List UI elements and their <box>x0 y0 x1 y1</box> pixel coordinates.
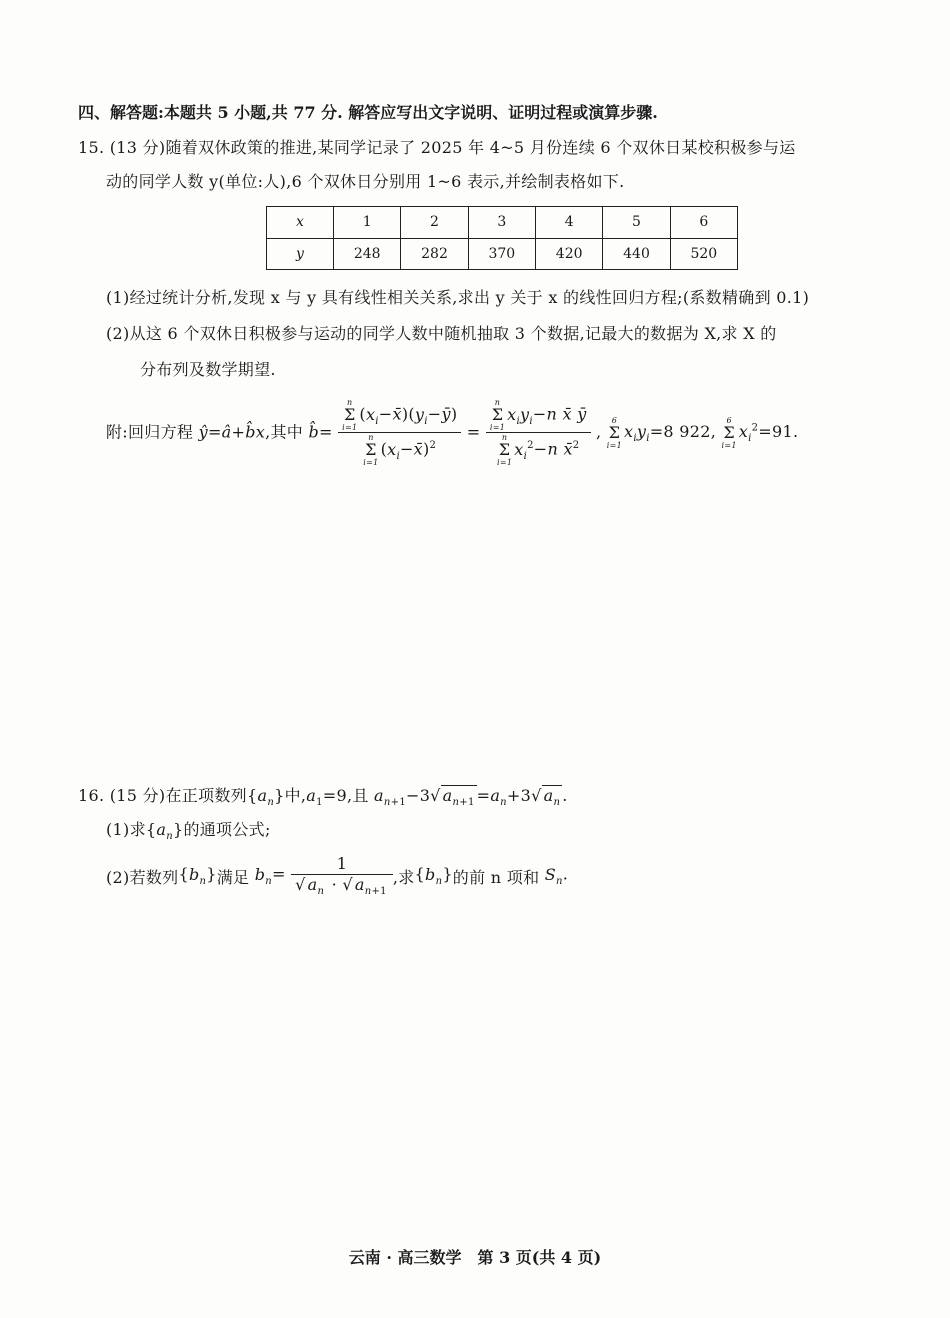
table-cell: 282 <box>401 238 468 270</box>
q16-part1-suffix: 的通项公式; <box>183 820 271 839</box>
appendix-prefix: 附:回归方程 <box>106 422 194 442</box>
q16-part2: (2)若数列$\{b_n\}$满足 $b_n=$ $\frac{1}{√ a_n \cdot √ a_{n+1}}$ ,求$\{b_n\}$的前 n 项和 $S_n$. <box>106 854 568 902</box>
table-cell: 370 <box>468 238 535 270</box>
q16-bn-fraction: $\frac{1}{√ a_n \cdot √ a_{n+1}}$ <box>291 854 393 902</box>
given-sum-x2-value: 91 <box>771 422 793 441</box>
q16-stem-prefix: 在正项数列 <box>165 786 247 805</box>
q16-frac-numerator: 1 <box>336 854 348 873</box>
q15-line1: 随着双休政策的推进,某同学记录了 2025 年 4~5 月份连续 6 个双休日某校积极参与运 <box>165 138 796 157</box>
table-cell: 248 <box>334 238 401 270</box>
table-cell: 2 <box>401 207 468 239</box>
q16-part2-suffix: ,求 <box>392 868 415 888</box>
table-cell: 4 <box>536 207 603 239</box>
page-footer: 云南 · 高三数学 第 3 页(共 4 页) <box>348 1248 602 1267</box>
appendix-middle: ,其中 <box>265 422 304 442</box>
q15-number: 15. <box>78 138 105 157</box>
table-cell: 6 <box>670 207 737 239</box>
q16-part2-end: 的前 n 项和 <box>452 868 540 888</box>
q15-stem-line1 <box>78 138 796 158</box>
table-row <box>267 207 738 239</box>
q16-stem: 16. (15 分)在正项数列$\{a_n\}$中$,a_1=9$,且 $a_{n+1}-3√$ $a_{n+1} =a_n+3√$ $a_n$ . <box>78 786 568 809</box>
q16-part2-middle: 满足 <box>216 868 250 888</box>
q15-part2-line2: 分布列及数学期望. <box>140 360 276 379</box>
b-hat-fraction-1: n Σ i=1 $(x_i-x̄)(y_i-ȳ)$ n Σ i=1 $(x_i-x̄)^2$ <box>338 398 461 467</box>
table-cell: 1 <box>334 207 401 239</box>
q15-data-table <box>266 206 738 270</box>
given-sum-xy: 6 Σ i=1 $x_iy_i=8$ 922, <box>606 415 717 450</box>
given-sum-x2: 6 Σ i=1 $x_i^2=91$. <box>721 415 799 450</box>
table-cell: 420 <box>536 238 603 270</box>
q15-part2-line1: (2)从这 6 个双休日积极参与运动的同学人数中随机抽取 3 个数据,记最大的数据为 X,求 X 的 <box>106 324 777 343</box>
regression-equation: ŷ=â+b̂x <box>198 422 266 442</box>
q16-a1-value: 9 <box>336 786 347 805</box>
q15-stem-line2: 动的同学人数 y(单位:人),6 个双休日分别用 1~6 表示,并绘制表格如下. <box>106 172 625 191</box>
b-hat-symbol: b̂= <box>308 422 333 442</box>
table-cell: 5 <box>603 207 670 239</box>
section-heading: 四、解答题:本题共 5 小题,共 77 分. 解答应写出文字说明、证明过程或演算步骤. <box>78 103 658 122</box>
q15-part1: (1)经过统计分析,发现 x 与 y 具有线性相关关系,求出 y 关于 x 的线性回归方程;(系数精确到 0.1) <box>106 288 810 307</box>
q15-appendix: 附:回归方程 ŷ=â+b̂x,其中 b̂= n Σ i=1 $(x_i-x̄)(y_i-ȳ)$ n Σ i=1 $(x_i-x̄)^2$ = n Σ i=1 $x_iy_i-n$ x̄ ȳ n Σ i=1 $x_i^2-n$ x̄$^2$ , 6 Σ i=1 $x_iy_i=8$ 922, 6 Σ i=1 $x_i^2=91$. <box>106 398 799 467</box>
given-sum-xy-value: 8 922 <box>663 422 711 441</box>
table-cell: 520 <box>670 238 737 270</box>
q16-stem-middle: 中, <box>284 786 307 805</box>
table-row <box>267 238 738 270</box>
q16-score: (15 分) <box>109 786 166 805</box>
q15-score: (13 分) <box>109 138 166 157</box>
b-hat-fraction-2: n Σ i=1 $x_iy_i-n$ x̄ ȳ n Σ i=1 $x_i^2-n$ x̄$^2$ <box>486 398 591 467</box>
table-cell: 440 <box>603 238 670 270</box>
table-cell: 3 <box>468 207 535 239</box>
q16-number: 16. <box>78 786 105 805</box>
q16-part1-prefix: (1)求 <box>106 820 146 839</box>
table-header-x: x <box>267 207 334 239</box>
table-header-y: y <box>267 238 334 270</box>
q16-part1: (1)求$\{a_n\}$的通项公式; <box>106 820 271 843</box>
q16-part2-prefix: (2)若数列 <box>106 868 179 888</box>
